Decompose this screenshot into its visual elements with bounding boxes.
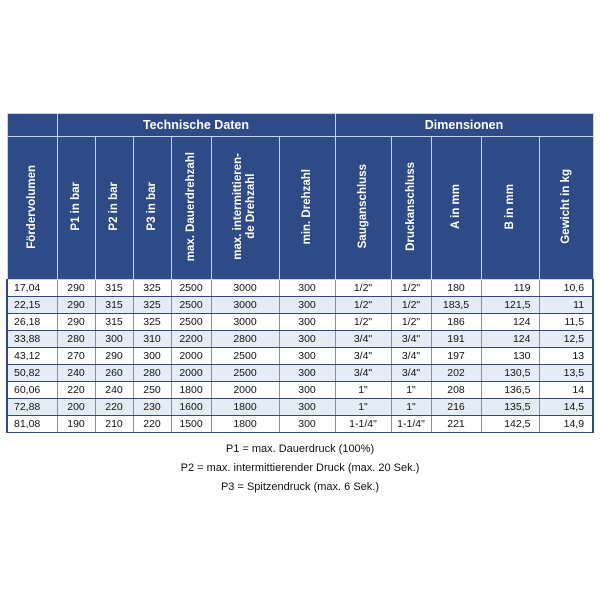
table-cell: 300 [279, 280, 335, 297]
table-cell: 325 [133, 314, 171, 331]
table-cell: 50,82 [7, 365, 57, 382]
table-cell: 142,5 [481, 416, 539, 433]
table-cell: 260 [95, 365, 133, 382]
table-cell: 300 [279, 382, 335, 399]
table-cell: 2500 [171, 280, 211, 297]
column-header-label: Gewicht in kg [559, 169, 572, 244]
table-cell: 280 [57, 331, 95, 348]
table-cell: 230 [133, 399, 171, 416]
spec-table [6, 113, 594, 433]
column-header [7, 137, 57, 280]
column-header-label: P2 in bar [107, 182, 120, 231]
spec-table-container [6, 113, 592, 433]
table-cell: 325 [133, 297, 171, 314]
column-header-label: min. Drehzahl [300, 168, 313, 245]
table-cell: 250 [133, 382, 171, 399]
table-cell: 13 [539, 348, 593, 365]
table-cell: 220 [133, 416, 171, 433]
table-cell: 270 [57, 348, 95, 365]
table-cell: 1" [335, 382, 391, 399]
column-header [57, 137, 95, 280]
column-header [391, 137, 431, 280]
header-group-technical: Technische Daten [57, 114, 335, 137]
table-cell: 136,5 [481, 382, 539, 399]
table-cell: 3/4" [335, 365, 391, 382]
table-cell: 2000 [171, 348, 211, 365]
footnotes [0, 440, 600, 497]
table-cell: 183,5 [431, 297, 481, 314]
table-cell: 22,15 [7, 297, 57, 314]
table-cell: 300 [279, 314, 335, 331]
table-cell: 130,5 [481, 365, 539, 382]
table-cell: 1/2" [335, 314, 391, 331]
table-cell: 2800 [211, 331, 279, 348]
table-cell: 300 [279, 399, 335, 416]
column-header [211, 137, 279, 280]
header-column-row [7, 137, 593, 280]
table-cell: 17,04 [7, 280, 57, 297]
table-cell: 1600 [171, 399, 211, 416]
table-cell: 3/4" [391, 348, 431, 365]
table-cell: 14 [539, 382, 593, 399]
table-cell: 290 [57, 297, 95, 314]
table-cell: 3000 [211, 280, 279, 297]
table-cell: 1800 [211, 399, 279, 416]
column-header-label: Druckanschluss [404, 162, 417, 251]
table-cell: 12,5 [539, 331, 593, 348]
table-cell: 240 [95, 382, 133, 399]
table-cell: 11,5 [539, 314, 593, 331]
table-cell: 14,9 [539, 416, 593, 433]
column-header [133, 137, 171, 280]
table-cell: 2500 [211, 365, 279, 382]
table-cell: 2500 [171, 297, 211, 314]
table-cell: 186 [431, 314, 481, 331]
footnote-p1: P1 = max. Dauerdruck (100%) [225, 443, 375, 455]
table-cell: 2500 [171, 314, 211, 331]
table-cell: 1-1/4" [335, 416, 391, 433]
table-cell: 191 [431, 331, 481, 348]
table-row [7, 297, 593, 314]
table-cell: 1" [391, 399, 431, 416]
table-cell: 1" [335, 399, 391, 416]
column-header-label: B in mm [503, 183, 516, 230]
table-cell: 221 [431, 416, 481, 433]
table-cell: 1800 [211, 416, 279, 433]
table-cell: 3000 [211, 297, 279, 314]
table-cell: 1500 [171, 416, 211, 433]
table-cell: 124 [481, 314, 539, 331]
table-cell: 60,06 [7, 382, 57, 399]
table-cell: 315 [95, 280, 133, 297]
table-cell: 290 [57, 314, 95, 331]
table-cell: 240 [57, 365, 95, 382]
table-cell: 325 [133, 280, 171, 297]
table-cell: 1" [391, 382, 431, 399]
table-cell: 121,5 [481, 297, 539, 314]
table-row [7, 365, 593, 382]
column-header-label: P3 in bar [145, 182, 158, 231]
column-header-label: max. intermittieren- de Drehzahl [232, 153, 257, 260]
table-cell: 1800 [171, 382, 211, 399]
header-group-row [7, 114, 593, 137]
table-cell: 1/2" [391, 314, 431, 331]
table-cell: 2500 [211, 348, 279, 365]
table-cell: 220 [95, 399, 133, 416]
table-cell: 216 [431, 399, 481, 416]
table-cell: 2000 [211, 382, 279, 399]
table-cell: 3/4" [335, 331, 391, 348]
table-cell: 220 [57, 382, 95, 399]
table-cell: 1/2" [335, 280, 391, 297]
table-cell: 81,08 [7, 416, 57, 433]
table-row [7, 280, 593, 297]
table-cell: 180 [431, 280, 481, 297]
header-group-dimensions: Dimensionen [335, 114, 593, 137]
table-cell: 290 [95, 348, 133, 365]
table-cell: 1/2" [391, 297, 431, 314]
table-row [7, 314, 593, 331]
column-header-label: max. Dauerdrehzahl [184, 151, 197, 262]
table-cell: 3/4" [391, 331, 431, 348]
table-cell: 315 [95, 314, 133, 331]
table-cell: 300 [279, 416, 335, 433]
table-cell: 315 [95, 297, 133, 314]
table-cell: 3/4" [391, 365, 431, 382]
table-cell: 72,88 [7, 399, 57, 416]
table-cell: 280 [133, 365, 171, 382]
table-cell: 290 [57, 280, 95, 297]
footnote-p2: P2 = max. intermittierender Druck (max. 20 Sek.) [180, 462, 420, 474]
table-cell: 33,88 [7, 331, 57, 348]
column-header [335, 137, 391, 280]
table-body [7, 280, 593, 433]
footnote-p3: P3 = Spitzendruck (max. 6 Sek.) [220, 481, 380, 493]
header-corner [7, 114, 57, 137]
table-row [7, 348, 593, 365]
column-header [279, 137, 335, 280]
column-header-label: A in mm [449, 184, 462, 229]
table-cell: 2200 [171, 331, 211, 348]
column-header-label: Sauganschluss [356, 164, 369, 249]
column-header-label: P1 in bar [69, 182, 82, 231]
column-header [539, 137, 593, 280]
table-cell: 124 [481, 331, 539, 348]
table-cell: 310 [133, 331, 171, 348]
table-cell: 1-1/4" [391, 416, 431, 433]
table-cell: 197 [431, 348, 481, 365]
table-cell: 200 [57, 399, 95, 416]
table-cell: 210 [95, 416, 133, 433]
table-cell: 14,5 [539, 399, 593, 416]
table-cell: 130 [481, 348, 539, 365]
table-cell: 300 [95, 331, 133, 348]
table-cell: 10,6 [539, 280, 593, 297]
table-cell: 13,5 [539, 365, 593, 382]
table-cell: 119 [481, 280, 539, 297]
table-cell: 300 [279, 365, 335, 382]
table-cell: 11 [539, 297, 593, 314]
table-cell: 300 [133, 348, 171, 365]
table-row [7, 399, 593, 416]
column-header [431, 137, 481, 280]
table-cell: 43,12 [7, 348, 57, 365]
table-row [7, 331, 593, 348]
table-cell: 300 [279, 348, 335, 365]
column-header [481, 137, 539, 280]
table-cell: 3/4" [335, 348, 391, 365]
table-cell: 300 [279, 297, 335, 314]
table-cell: 1/2" [391, 280, 431, 297]
table-cell: 202 [431, 365, 481, 382]
table-cell: 208 [431, 382, 481, 399]
table-cell: 26,18 [7, 314, 57, 331]
table-cell: 1/2" [335, 297, 391, 314]
table-cell: 135,5 [481, 399, 539, 416]
table-cell: 190 [57, 416, 95, 433]
table-row [7, 382, 593, 399]
table-cell: 300 [279, 331, 335, 348]
column-header [171, 137, 211, 280]
table-row [7, 416, 593, 433]
column-header-label: Fördervolumen [25, 164, 38, 249]
table-cell: 3000 [211, 314, 279, 331]
table-cell: 2000 [171, 365, 211, 382]
column-header [95, 137, 133, 280]
